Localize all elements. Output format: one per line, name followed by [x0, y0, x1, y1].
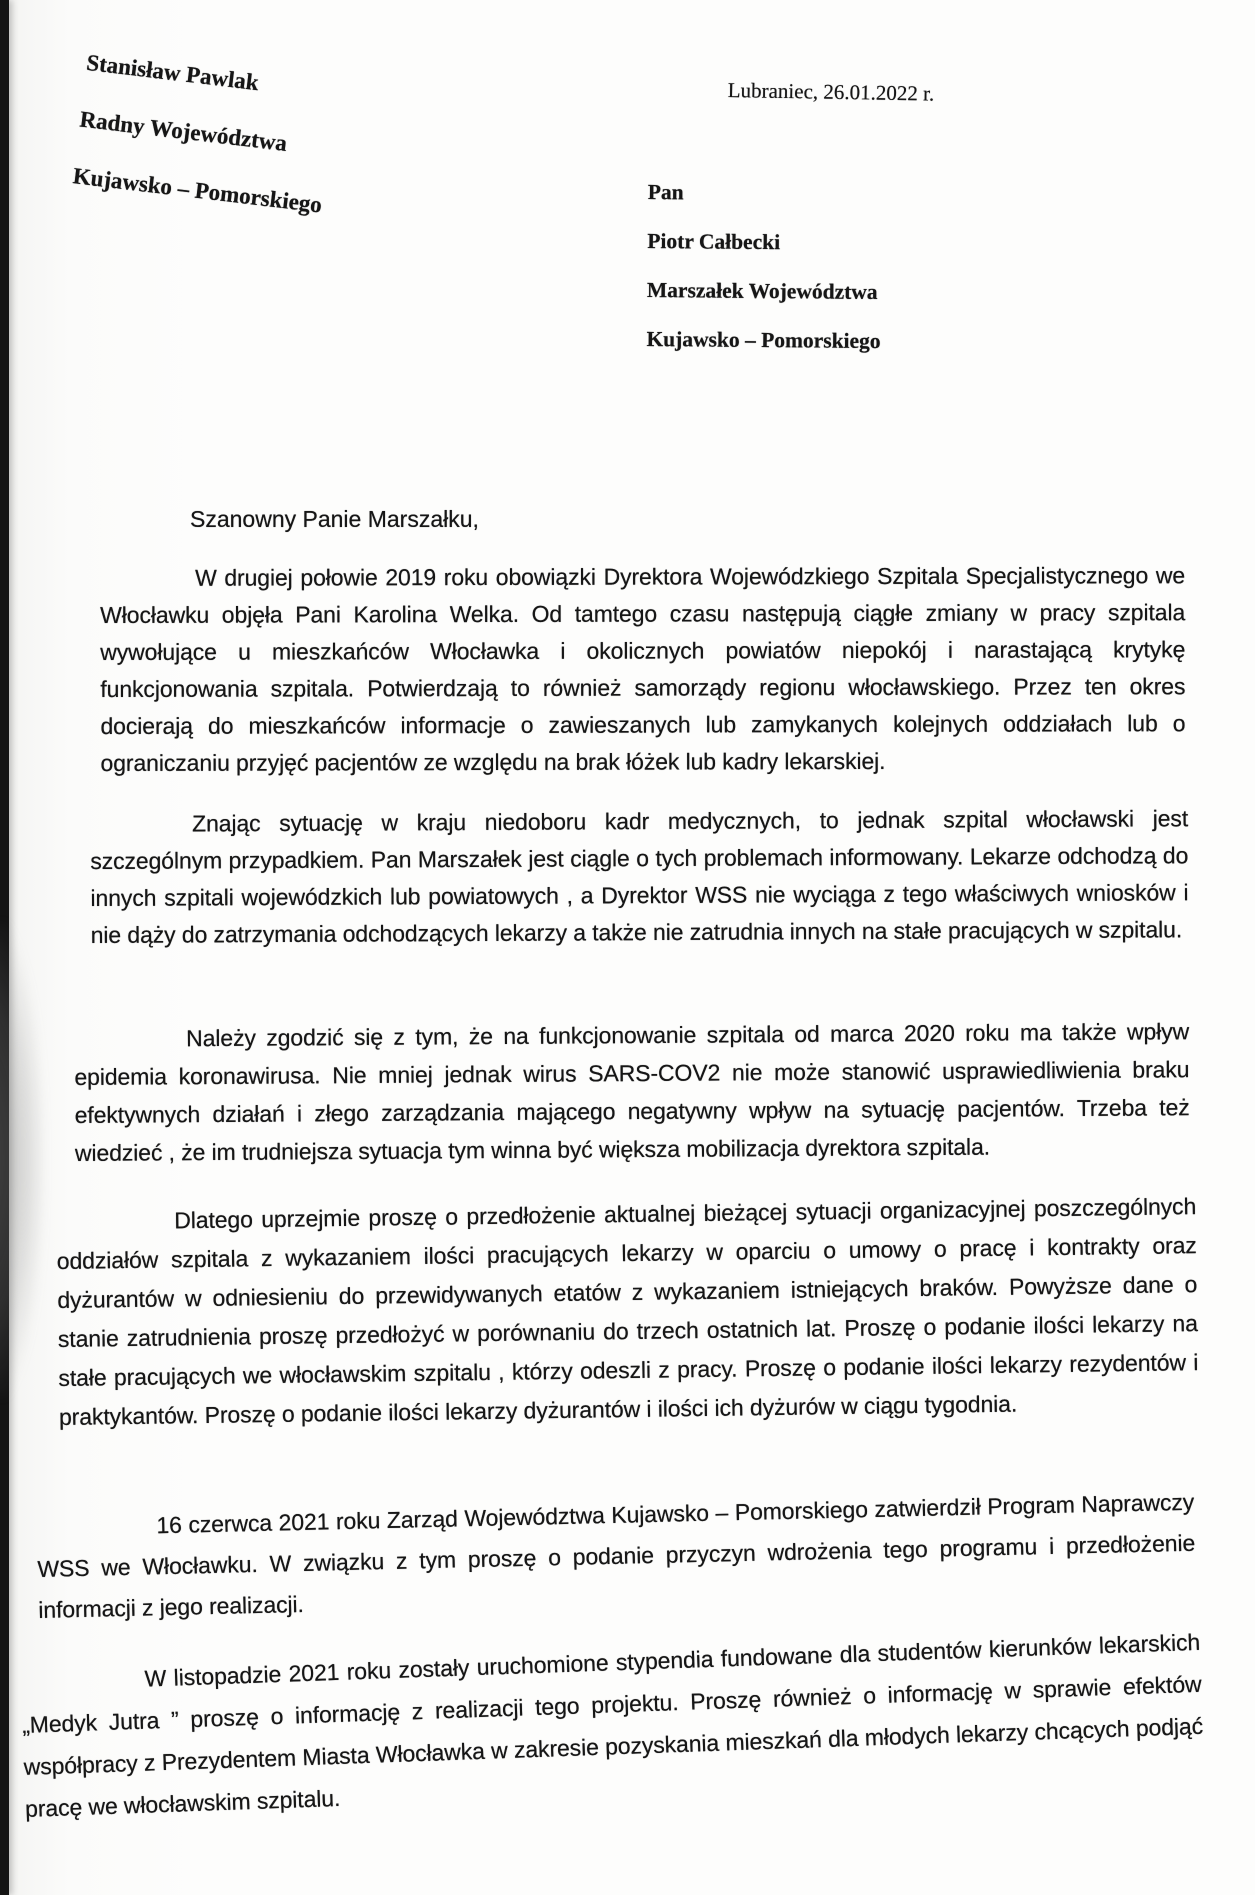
recipient-region: Kujawsko – Pomorskiego [646, 326, 881, 354]
sender-name: Stanisław Pawlak [85, 49, 261, 96]
letter-paragraph-6: W listopadzie 2021 roku zostały uruchomione stypendia fundowane dla studentów kierunków lekarskich „Medyk Jutra ” proszę o informację z realizacji tego projektu. Proszę również o informację w sprawie efektów współpracy z Prezydentem Miasta Włocławka w zakresie pozyskania mieszkań dla młodych lekarzy chcących podjąć pracę we włocławskim szpitalu. [21, 1628, 1204, 1822]
page-curl-shadow [0, 920, 44, 1400]
letter-paragraph-5: 16 czerwca 2021 roku Zarząd Województwa Kujawsko – Pomorskiego zatwierdził Program Naprawczy WSS we Włocławku. W związku z tym proszę o podanie przyczyn wdrożenia tego programu i przedłożenie informacji z jego realizacji. [37, 1488, 1196, 1623]
sender-region: Kujawsko – Pomorskiego [71, 163, 324, 218]
salutation: Szanowny Panie Marszałku, [190, 506, 479, 532]
recipient-honorific: Pan [647, 179, 684, 205]
recipient-name: Piotr Całbecki [647, 228, 781, 255]
recipient-title: Marszałek Województwa [646, 277, 878, 305]
sender-block [70, 34, 339, 233]
recipient-block [646, 168, 882, 366]
letter-paragraph-3: Należy zgodzić się z tym, że na funkcjonowanie szpitala od marca 2020 roku ma także wpływ epidemia koronawirusa. Nie mniej jednak wirus SARS-COV2 nie może stanowić usprawiedliwienia braku efektywnych działań i złego zarządzania mającego negatywny wpływ na sytuację pacjentów. Trzeba też wiedzieć , że im trudniejsza sytuacja tym winna być większa mobilizacja dyrektora szpitala. [74, 1018, 1190, 1166]
dateline: Lubraniec, 26.01.2022 r. [727, 78, 935, 106]
sender-title: Radny Województwa [78, 106, 289, 156]
letter-paragraph-2: Znając sytuację w kraju niedoboru kadr medycznych, to jednak szpital włocławski jest szczególnym przypadkiem. Pan Marszałek jest ciągle o tych problemach informowany. Lekarze odchodzą do innych szpitali wojewódzkich lub powiatowych , a Dyrektor WSS nie wyciąga z tego właściwych wniosków i nie dąży do zatrzymania odchodzących lekarzy a także nie zatrudnia innych na stałe pracujących w szpitalu. [90, 805, 1189, 948]
letter-paragraph-4: Dlatego uprzejmie proszę o przedłożenie aktualnej bieżącej sytuacji organizacyjnej poszczególnych oddziałów szpitala z wykazaniem ilości pracujących lekarzy w oparciu o umowy o pracę i kontrakty oraz dyżurantów w odniesieniu do przewidywanych etatów z wykazaniem istniejących braków. Powyższe dane o stanie zatrudnienia proszę przedłożyć w porównaniu do trzech ostatnich lat. Proszę o podanie ilości lekarzy na stałe pracujących we włocławskim szpitalu , którzy odeszli z pracy. Proszę o podanie ilości lekarzy rezydentów i praktykantów. Proszę o podanie ilości lekarzy dyżurantów i ilości ich dyżurów w ciągu tygodnia. [56, 1193, 1199, 1430]
letter-paragraph-1: W drugiej połowie 2019 roku obowiązki Dyrektora Wojewódzkiego Szpitala Specjalistycznego we Włocławku objęła Pani Karolina Welka. Od tamtego czasu następują ciągłe zmiany w pracy szpitala wywołujące u mieszkańców Włocławka i okolicznych powiatów niepokój i narastającą krytykę funkcjonowania szpitala. Potwierdzają to również samorządy regionu włocławskiego. Przez ten okres docierają do mieszkańców informacje o zawieszanych lub zamykanych kolejnych oddziałach lub o ograniczaniu przyjęć pacjentów ze względu na brak łóżek lub kadry lekarskiej. [100, 562, 1186, 776]
